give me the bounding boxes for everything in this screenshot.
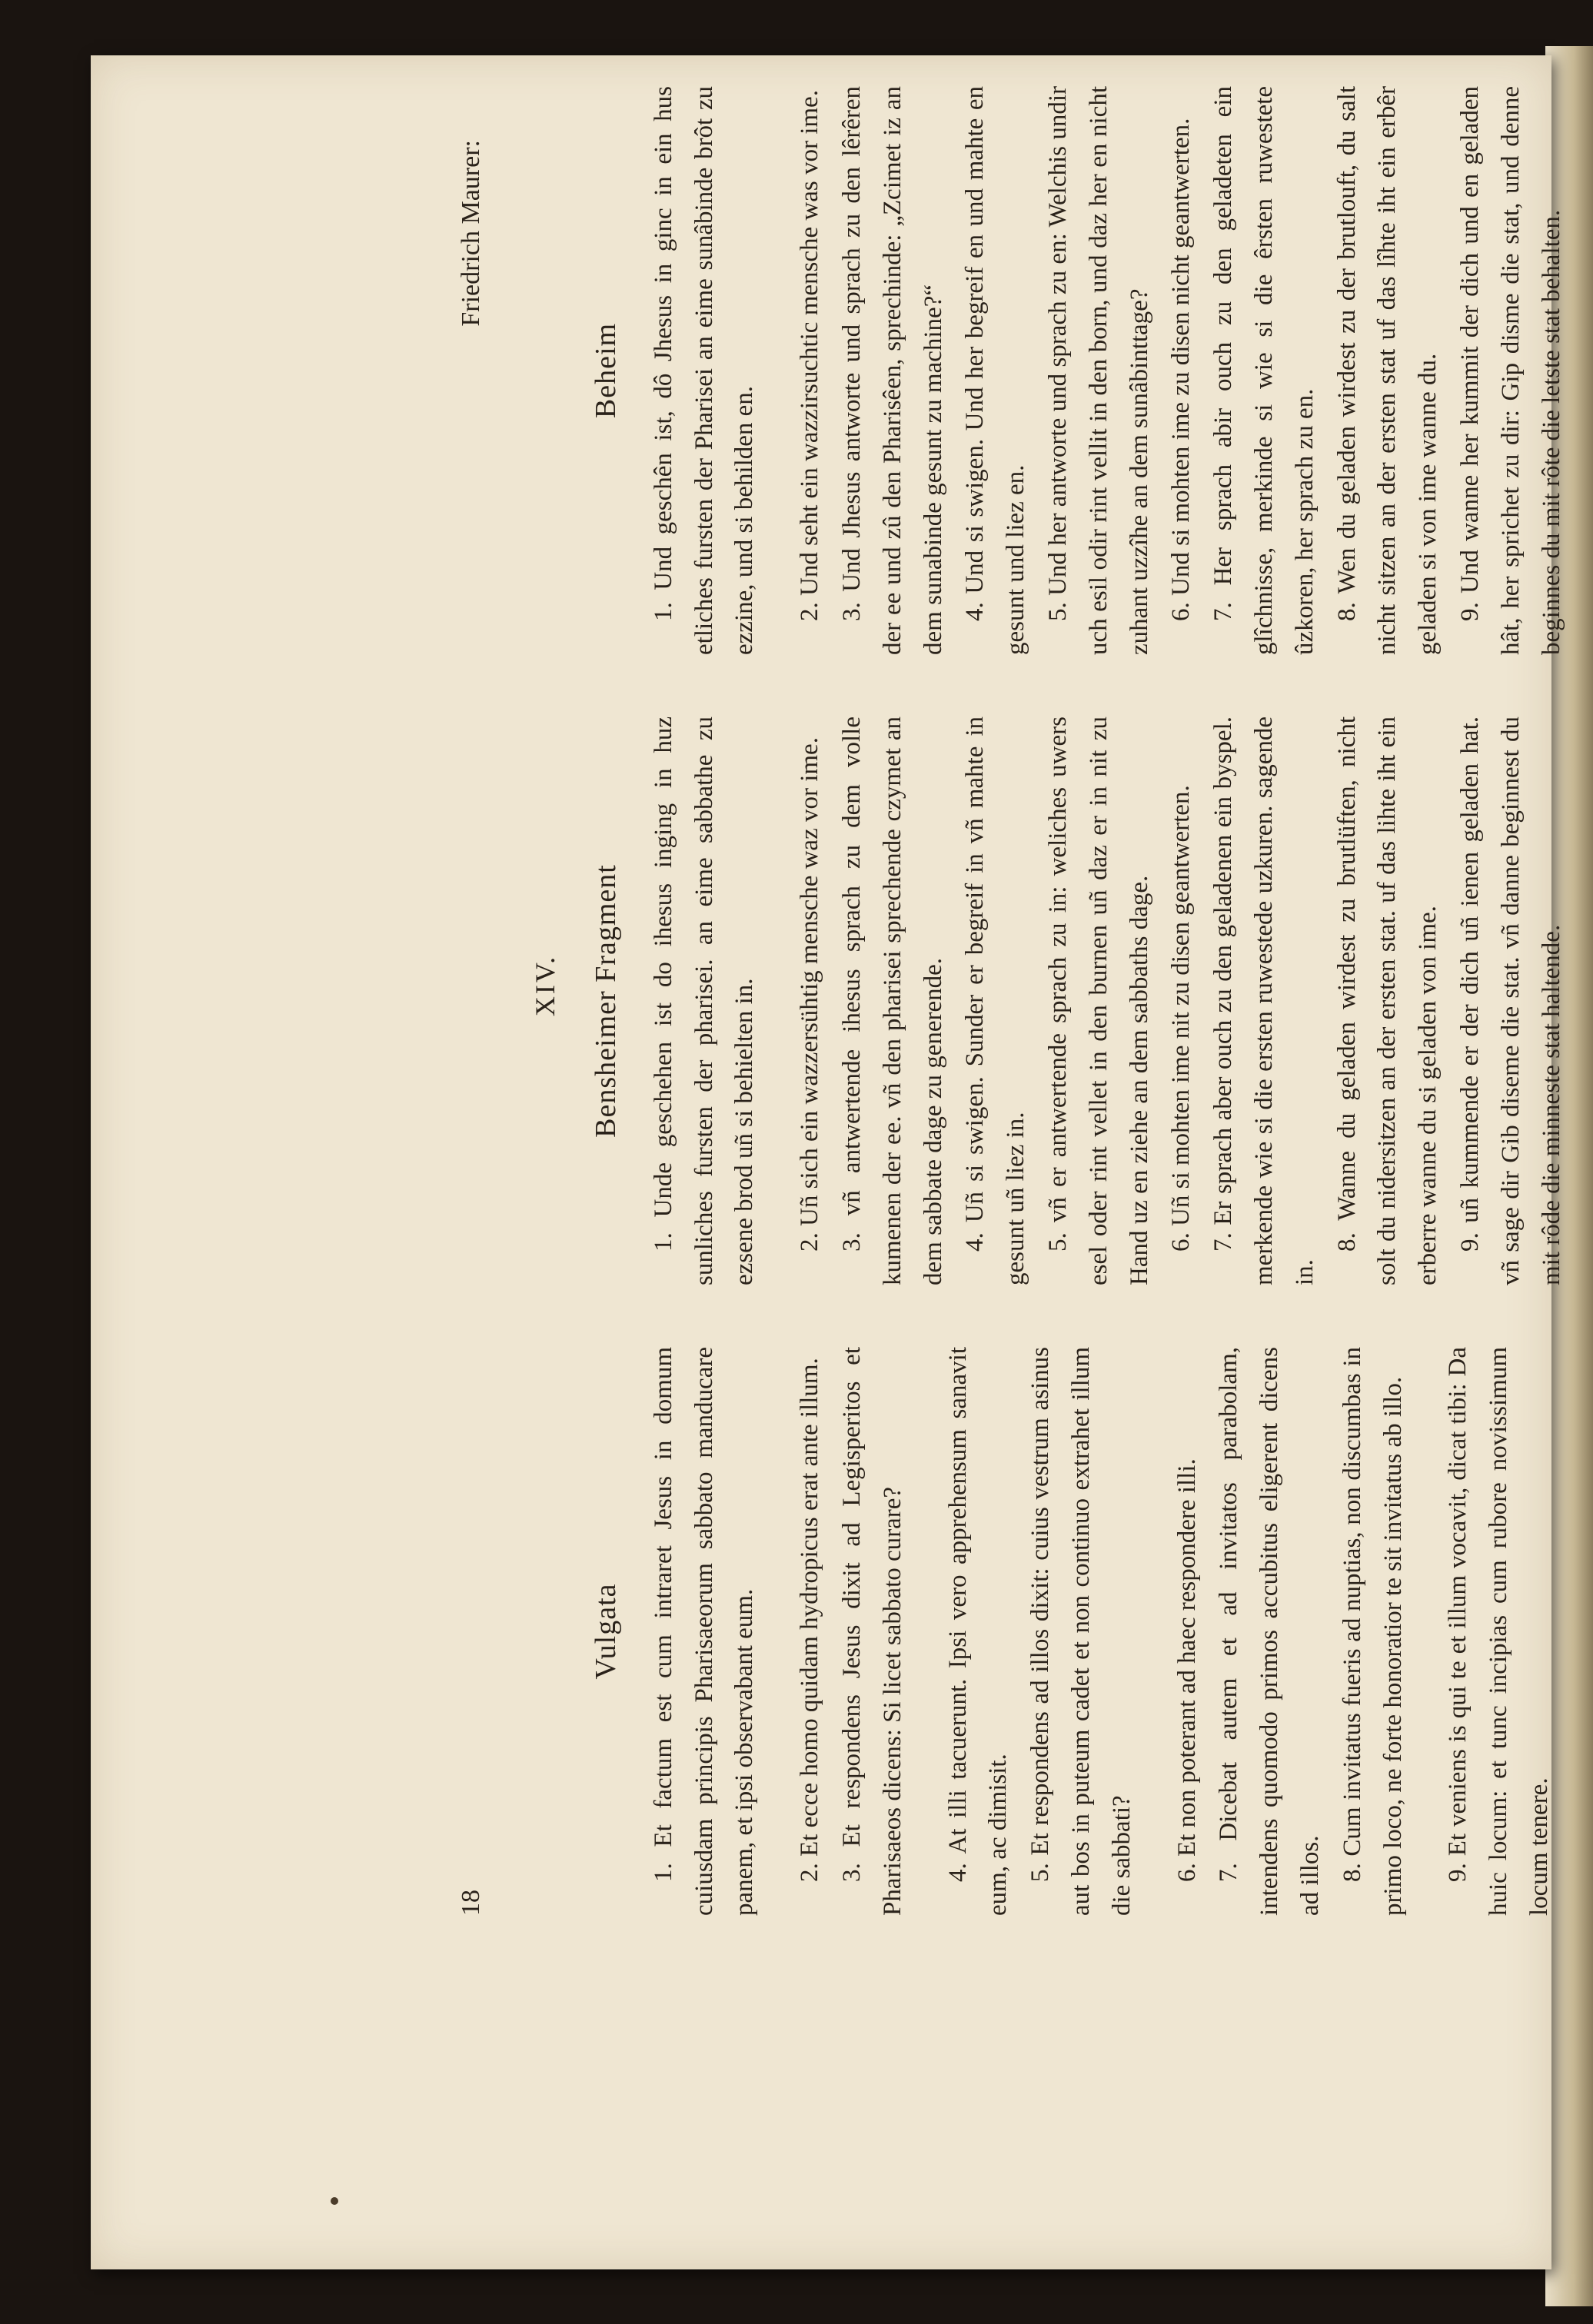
verse: 7. Dicebat autem et ad invitatos parabolam, intendens quomodo primos accubitus eligerent dicens ad illos. <box>1215 1347 1324 1916</box>
book-page <box>91 55 1565 2269</box>
verse: 2. Et ecce homo quidam hydropicus erat ante illum. <box>796 1358 824 1882</box>
column-heading: Beheim <box>590 322 622 419</box>
column-beheim <box>583 86 1573 655</box>
verse: 8. Wen du geladen wirdest zu der brutlouft, du salt nicht sitzen an der ersten stat uf das lîhte iht ein erbêr geladen si von ime wanne du. <box>1332 86 1442 655</box>
running-author: Friedrich Maurer: <box>457 140 485 327</box>
ink-dot <box>331 2197 338 2205</box>
verse: 5. vñ er antwertende sprach zu in: weliches uwers esel oder rint vellet in den burnen uñ daz er in nit zu Hand uz en ziehe an dem sabbaths dage. <box>1043 716 1153 1285</box>
verse: 3. Und Jhesus antworte und sprach zu den lêrêren der ee und zû den Pharisêen, sprechinde: „Zcimet iz an dem sunabinde gesunt zu machine?“ <box>837 86 947 655</box>
verse: 5. Et respondens ad illos dixit: cuius vestrum asinus aut bos in puteum cadet et non continuo extrahet illum die sabbati? <box>1026 1347 1136 1916</box>
column-heading: Vulgata <box>590 1583 622 1680</box>
verse: 1. Et factum est cum intraret Jesus in domum cuiusdam principis Pharisaeorum sabbato manducare panem, et ipsi observabant eum. <box>649 1347 759 1916</box>
verse: 2. Und seht ein wazzirsuchtic mensche was vor ime. <box>796 90 824 621</box>
section-number: XIV. <box>530 954 560 1017</box>
verse: 9. uñ kummende er der dich uñ ienen geladen hat. vñ sage dir Gib diseme die stat. vñ danne beginnest du mit rôde die minneste stat haltende. <box>1455 716 1565 1285</box>
verse: 3. Et respondens Jesus dixit ad Legisperitos et Pharisaeos dicens: Si licet sabbato curare? <box>837 1347 906 1916</box>
verse: 6. Et non poterant ad haec respondere illi. <box>1172 1458 1201 1882</box>
verse: 6. Uñ si mohten ime nit zu disen geantwerten. <box>1167 785 1196 1252</box>
verse: 4. Uñ si swigen. Sunder er begreif in vñ mahte in gesunt uñ liez in. <box>961 716 1030 1285</box>
verse: 7. Her sprach abir ouch zu den geladeten ein glîchnisse, merkinde si wie si die êrsten ruwestete ûzkoren, her sprach zu en. <box>1209 86 1319 655</box>
column-vulgata <box>583 1347 1561 1916</box>
column-heading: Bensheimer Fragment <box>590 864 622 1138</box>
verse: 7. Er sprach aber ouch zu den geladenen ein byspel. merkende wie si die ersten ruwestede uzkuren. sagende in. <box>1209 716 1319 1285</box>
verse: 2. Uñ sich ein wazzersühtig mensche waz vor ime. <box>796 737 824 1252</box>
verse: 4. Und si swigen. Und her begreif en und mahte en gesunt und liez en. <box>961 86 1030 655</box>
verse: 3. vñ antwertende ihesus sprach zu dem volle kumenen der ee. vñ den pharisei sprechende czymet an dem sabbate dage zu generende. <box>837 716 947 1285</box>
verse: 1. Und geschên ist, dô Jhesus in ginc in ein hus etliches fursten der Pharisei an eime sunâbinde brôt zu ezzine, und si behilden en. <box>649 86 759 655</box>
rotated-text-block <box>452 55 1593 1916</box>
page-number: 18 <box>457 1890 485 1916</box>
verse: 1. Unde geschehen ist do ihesus inging in huz sunliches fursten der pharisei. an eime sabbathe zu ezsene brod uñ si behielten in. <box>649 716 759 1285</box>
column-bensheimer-fragment <box>583 716 1573 1285</box>
verse: 4. At illi tacuerunt. Ipsi vero apprehensum sanavit eum, ac dimisit. <box>943 1347 1013 1916</box>
verse: 6. Und si mohten ime zu disen nicht geantwerten. <box>1167 118 1196 621</box>
verse: 9. Und wanne her kummit der dich und en geladen hât, her sprichet zu dir: Gip disme die stat, und denne beginnes du mit rôte die letste stat behalten. <box>1455 86 1565 655</box>
verse: 8. Wanne du geladen wirdest zu brutlüften, nicht solt du nidersitzen an der ersten stat. uf das lihte iht ein erberre wanne du si geladen von ime. <box>1332 716 1442 1285</box>
verse: 8. Cum invitatus fueris ad nuptias, non discumbas in primo loco, ne forte honoratior te sit invitatus ab illo. <box>1338 1347 1407 1916</box>
running-header <box>452 55 506 1916</box>
verse: 9. Et veniens is qui te et illum vocavit, dicat tibi: Da huic locum: et tunc incipias cum rubore novissimum locum tenere. <box>1444 1347 1553 1916</box>
verse: 5. Und her antworte und sprach zu en: Welchis undir uch esil odir rint vellit in den born, und daz her en nicht zuhant uzzîhe an dem sunâbinttage? <box>1043 86 1153 655</box>
